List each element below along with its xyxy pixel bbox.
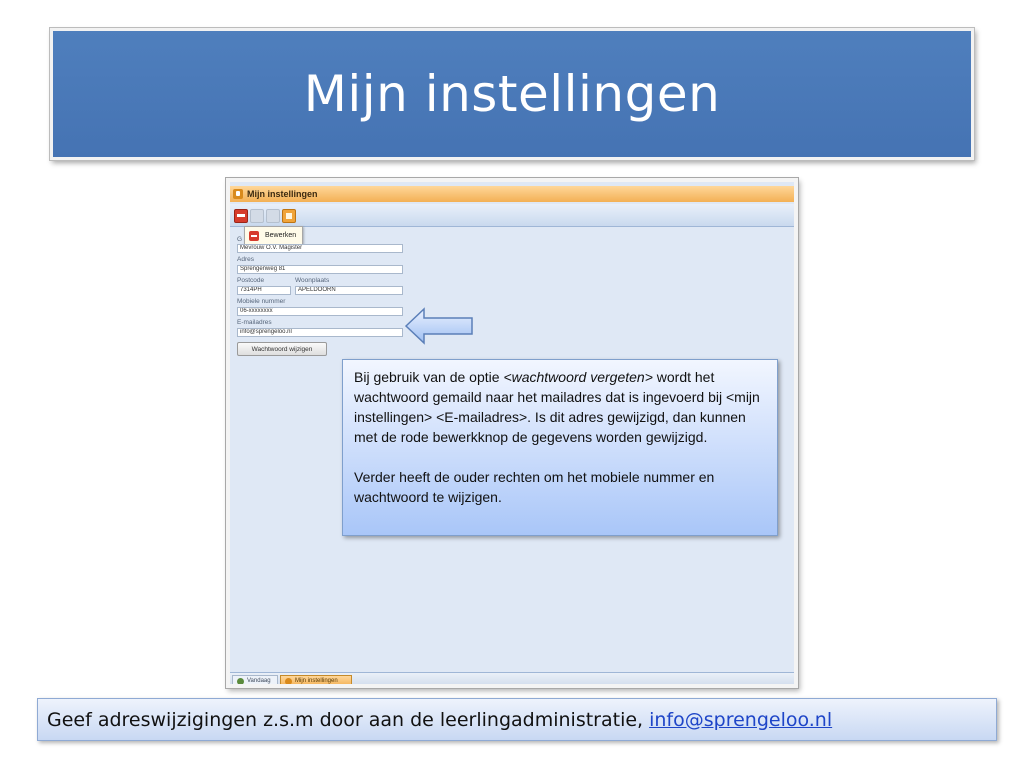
email-label: E-mailadres bbox=[237, 319, 272, 326]
tab-vandaag[interactable] bbox=[232, 675, 278, 687]
adres-label: Adres bbox=[237, 256, 254, 263]
footer-email-link[interactable]: info@sprengeloo.nl bbox=[649, 708, 833, 731]
name-field[interactable]: Mevrouw O.V. Magister bbox=[237, 244, 403, 253]
callout-text-1a: Bij gebruik van de optie bbox=[354, 369, 504, 385]
explanation-callout bbox=[342, 359, 778, 536]
postcode-field[interactable]: 7314PH bbox=[237, 286, 291, 295]
adres-field[interactable]: Sprengenweg 81 bbox=[237, 265, 403, 274]
footer-note bbox=[37, 698, 997, 741]
callout-option-name: <wachtwoord vergeten> bbox=[503, 369, 653, 385]
tab-mijn-instellingen[interactable] bbox=[280, 675, 352, 687]
export-icon-button[interactable] bbox=[282, 209, 296, 223]
mobiel-label: Mobiele nummer bbox=[237, 298, 286, 305]
slide-title-bar bbox=[50, 28, 974, 160]
cancel-icon-button[interactable] bbox=[266, 209, 280, 223]
woonplaats-label: Woonplaats bbox=[295, 277, 330, 284]
settings-window-icon bbox=[233, 189, 243, 199]
email-field[interactable]: info@sprengeloo.nl bbox=[237, 328, 403, 337]
change-password-button[interactable]: Wachtwoord wijzigen bbox=[237, 342, 327, 356]
mobiel-field[interactable]: 06-xxxxxxxx bbox=[237, 307, 403, 316]
pointer-arrow-icon bbox=[404, 306, 474, 346]
bottom-tab-bar bbox=[230, 672, 794, 688]
callout-paragraph-1 bbox=[354, 367, 767, 447]
edit-icon-button[interactable] bbox=[234, 209, 248, 223]
edit-tooltip bbox=[244, 226, 303, 245]
tooltip-label: Bewerken bbox=[265, 232, 297, 239]
callout-text-1b: wordt het wachtwoord gemaild naar het mailadres dat is ingevoerd bij <mijn instellingen> <E-mailadres>. Is dit adres gewijzigd, dan kunnen met de rode bewerkknop de gegevens worden gewijzigd. bbox=[354, 369, 760, 445]
edit-icon bbox=[249, 231, 259, 241]
woonplaats-field[interactable]: APELDOORN bbox=[295, 286, 403, 295]
calendar-icon bbox=[237, 678, 244, 685]
tab-vandaag-label: Vandaag bbox=[247, 678, 271, 684]
name-label: G bbox=[237, 236, 243, 243]
postcode-label: Postcode bbox=[237, 277, 265, 284]
window-title: Mijn instellingen bbox=[247, 189, 318, 199]
save-icon-button[interactable] bbox=[250, 209, 264, 223]
toolbar bbox=[230, 204, 794, 227]
footer-text: Geef adreswijzigingen z.s.m door aan de leerlingadministratie, bbox=[47, 708, 644, 731]
settings-tab-icon bbox=[285, 678, 292, 685]
tab-mijn-label: Mijn instellingen bbox=[295, 678, 338, 684]
slide-title: Mijn instellingen bbox=[303, 65, 721, 123]
window-header bbox=[230, 186, 794, 202]
callout-paragraph-2: Verder heeft de ouder rechten om het mobiele nummer en wachtwoord te wijzigen. bbox=[354, 469, 715, 505]
